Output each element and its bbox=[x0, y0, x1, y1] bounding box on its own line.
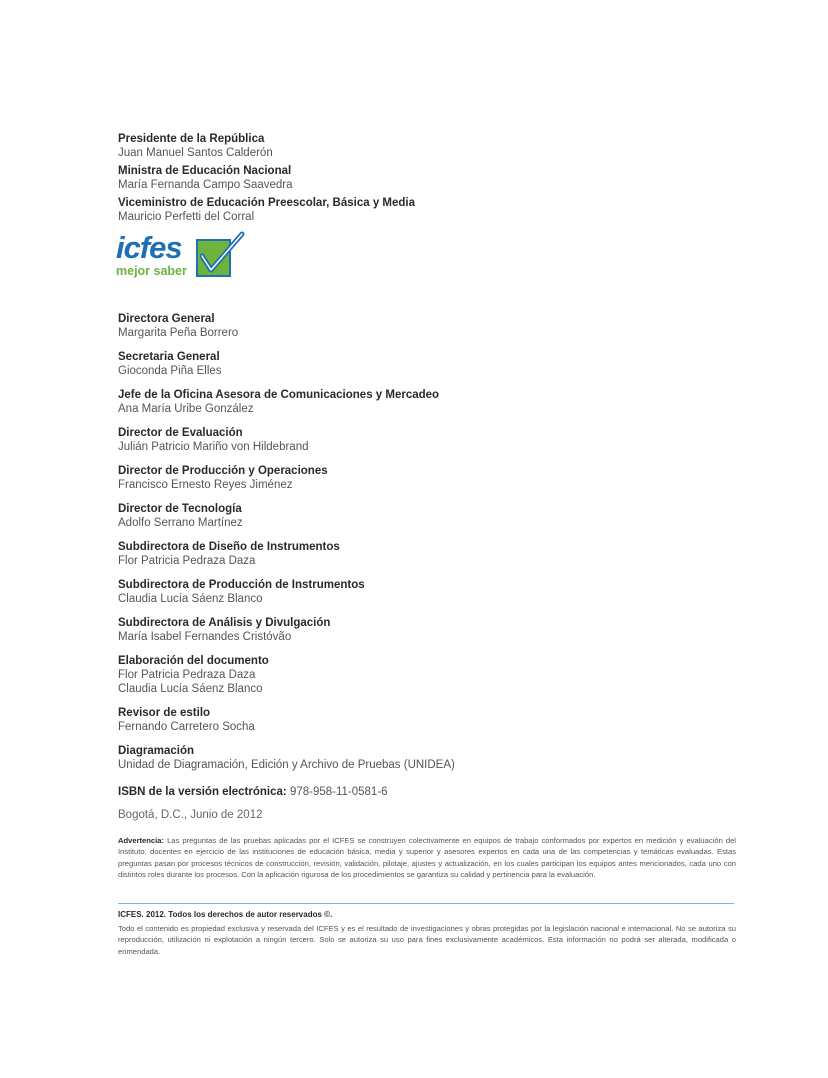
staff-entry bbox=[118, 744, 738, 772]
staff-name: Julián Patricio Mariño von Hildebrand bbox=[118, 441, 309, 453]
authority-role: Presidente de la República bbox=[118, 133, 265, 145]
staff-name: Francisco Ernesto Reyes Jiménez bbox=[118, 479, 293, 491]
staff-role: Revisor de estilo bbox=[118, 707, 211, 719]
staff-name: Fernando Carretero Socha bbox=[118, 721, 255, 733]
staff-name: Claudia Lucía Sáenz Blanco bbox=[118, 683, 263, 695]
staff-entry bbox=[118, 350, 738, 378]
staff-role: Diagramación bbox=[118, 745, 195, 757]
staff-role: Jefe de la Oficina Asesora de Comunicaciones y Mercadeo bbox=[118, 389, 440, 401]
staff-list bbox=[118, 312, 738, 782]
authority-name: Juan Manuel Santos Calderón bbox=[118, 147, 273, 159]
staff-entry bbox=[118, 464, 738, 492]
authorities-list bbox=[118, 132, 738, 228]
staff-name: Flor Patricia Pedraza Daza bbox=[118, 555, 256, 567]
isbn-value: 978-958-11-0581-6 bbox=[289, 786, 388, 798]
staff-entry bbox=[118, 540, 738, 568]
rights-text: Todo el contenido es propiedad exclusiva y reservada del ICFES y es el resultado de investigaciones y obras protegidas por la legislación nacional e internacional. No se autoriza su reproducción, utilización ni explotación a ningún tercero. Solo se autoriza su uso para fines exclusivamente académicos. Esta información no podrá ser alterada, modificada o enmendada. bbox=[118, 924, 736, 956]
staff-name: Ana María Uribe González bbox=[118, 403, 254, 415]
staff-role: Secretaria General bbox=[118, 351, 220, 363]
staff-name: Gioconda Piña Elles bbox=[118, 365, 222, 377]
staff-name: Margarita Peña Borrero bbox=[118, 327, 239, 339]
staff-name: Flor Patricia Pedraza Daza bbox=[118, 669, 256, 681]
authority-entry bbox=[118, 196, 738, 224]
staff-entry bbox=[118, 502, 738, 530]
staff-role: Director de Tecnología bbox=[118, 503, 242, 515]
icfes-logo bbox=[114, 228, 246, 280]
staff-entry bbox=[118, 312, 738, 340]
staff-role: Director de Producción y Operaciones bbox=[118, 465, 328, 477]
place-date: Bogotá, D.C., Junio de 2012 bbox=[118, 809, 263, 821]
logo-tagline: mejor saber bbox=[116, 264, 187, 278]
rights-title: ICFES. 2012. Todos los derechos de autor reservados ©. bbox=[118, 910, 333, 919]
isbn-line bbox=[118, 785, 388, 799]
authority-entry bbox=[118, 164, 738, 192]
staff-role: Elaboración del documento bbox=[118, 655, 269, 667]
staff-name: Adolfo Serrano Martínez bbox=[118, 517, 243, 529]
authority-role: Ministra de Educación Nacional bbox=[118, 165, 292, 177]
staff-entry bbox=[118, 706, 738, 734]
staff-role: Directora General bbox=[118, 313, 215, 325]
authority-entry bbox=[118, 132, 738, 160]
staff-name: María Isabel Fernandes Cristóvão bbox=[118, 631, 292, 643]
warning-text: Las preguntas de las pruebas aplicadas por el ICFES se construyen colectivamente en equipos de trabajo conformados por expertos en medición y evaluación del Instituto, docentes en ejercicio de las instituciones de educación básica, media y superior y asesores expertos en cada una de las competencias y temáticas evaluadas. Estas preguntas pasan por procesos técnicos de construcción, revisión, validación, pilotaje, ajustes y actualización, en los cuales participan los equipos antes mencionados, cada uno con distintos roles durante los procesos. Con la aplicación rigurosa de los procedimientos se garantiza su calidad y pertinencia para la evaluación. bbox=[118, 836, 736, 880]
staff-name: Claudia Lucía Sáenz Blanco bbox=[118, 593, 263, 605]
staff-entry bbox=[118, 388, 738, 416]
staff-role: Subdirectora de Diseño de Instrumentos bbox=[118, 541, 340, 553]
warning-paragraph bbox=[118, 835, 736, 881]
divider bbox=[118, 903, 734, 904]
staff-entry bbox=[118, 578, 738, 606]
authority-role: Viceministro de Educación Preescolar, Básica y Media bbox=[118, 197, 416, 209]
authority-name: Mauricio Perfetti del Corral bbox=[118, 211, 255, 223]
warning-label: Advertencia: bbox=[118, 836, 165, 845]
checkmark-icon bbox=[197, 234, 242, 276]
staff-role: Subdirectora de Producción de Instrumentos bbox=[118, 579, 365, 591]
staff-entry bbox=[118, 616, 738, 644]
staff-role: Subdirectora de Análisis y Divulgación bbox=[118, 617, 331, 629]
isbn-label: ISBN de la versión electrónica: bbox=[118, 786, 287, 798]
staff-role: Director de Evaluación bbox=[118, 427, 243, 439]
staff-entry bbox=[118, 426, 738, 454]
authority-name: María Fernanda Campo Saavedra bbox=[118, 179, 293, 191]
logo-wordmark: icfes bbox=[116, 230, 182, 265]
staff-name: Unidad de Diagramación, Edición y Archivo de Pruebas (UNIDEA) bbox=[118, 759, 455, 771]
staff-entry bbox=[118, 654, 738, 696]
